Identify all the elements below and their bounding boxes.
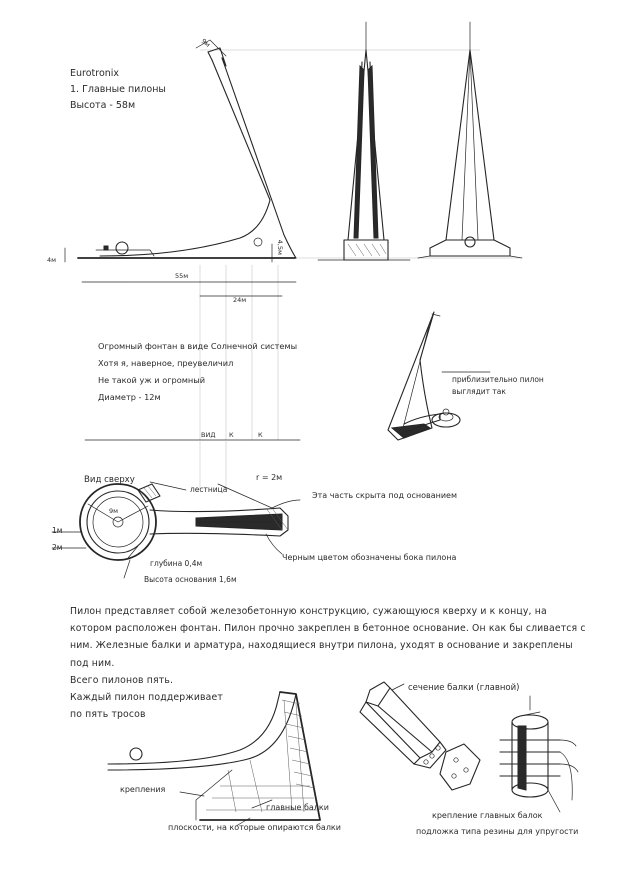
pylon-approx-line-1: приблизительно пилон [452, 375, 544, 384]
base-height-label: Высота основания 1,6м [144, 575, 237, 584]
span-label: 24м [233, 296, 247, 304]
pylon-front-view [318, 22, 410, 260]
planes-label: плоскости, на которые опираются балки [168, 823, 341, 832]
section-mark-k1: К [229, 431, 234, 439]
main-beams-label: главные балки [266, 803, 329, 812]
ring-outer-label: 1м [52, 526, 63, 535]
inner-dim-label: 9м [109, 507, 119, 515]
description-paragraph [70, 603, 590, 723]
beam-fixing-line-2: подложка типа резины для упругости [416, 827, 579, 836]
stairs-label: лестница [190, 485, 228, 494]
cables-line-2: по пять тросов [70, 709, 146, 721]
pylon-approx-line-2: выглядит так [452, 387, 506, 396]
fountain-note-line-1: Огромный фонтан в виде Солнечной системы [98, 341, 298, 351]
pylon-approx-note [452, 374, 544, 398]
fountain-note-line-4: Диаметр - 12м [98, 392, 161, 402]
fountain-note [98, 338, 297, 406]
fixings-label: крепления [120, 785, 166, 794]
fountain-note-line-3: Не такой уж и огромный [98, 375, 206, 385]
base-inset-label: 4,5м [275, 239, 284, 255]
beam-fixing-line-1: крепление главных балок [432, 811, 543, 820]
ring-inner-label: 2м [52, 543, 63, 552]
projection-lines [85, 50, 520, 490]
cables-line-1: Каждый пилон поддерживает [70, 692, 223, 704]
section-mark-k2: К [258, 431, 263, 439]
pylon-rear-view [418, 22, 522, 258]
beam-fixing-note [416, 808, 578, 840]
side-height-label: 4м [47, 256, 57, 264]
section-mark-view: ВИД [201, 431, 216, 439]
description-text: Пилон представляет собой железобетонную конструкцию, сужающуюся кверху и к концу, на котором расположен фонтан. Пилон прочно закреплен в бетонное основание. Он как бы сливается с ним. Железные балки и арматура, находящиеся внутри пилона, уходят в основание и закреплены под ним. [70, 606, 586, 669]
length-label: 55м [175, 272, 189, 280]
top-width-label: 9м [199, 37, 212, 49]
depth-label: глубина 0,4м [150, 559, 203, 568]
brand-name: Eurotronix [70, 68, 120, 79]
pylon-height: Высота - 58м [70, 100, 136, 111]
title-block [70, 66, 166, 114]
side-dimension-lines [82, 244, 296, 296]
fountain-note-line-2: Хотя я, наверное, преувеличил [98, 358, 234, 368]
pylon-count: Всего пилонов пять. [70, 674, 174, 686]
beam-section-label: сечение балки (главной) [408, 683, 520, 693]
radius-label: r = 2м [256, 473, 283, 482]
hidden-part-note: Эта часть скрыта под основанием [312, 491, 457, 500]
item-title: 1. Главные пилоны [70, 84, 166, 95]
top-view-label: Вид сверху [84, 475, 135, 485]
black-sides-note: Черным цветом обозначены бока пилона [282, 553, 457, 562]
